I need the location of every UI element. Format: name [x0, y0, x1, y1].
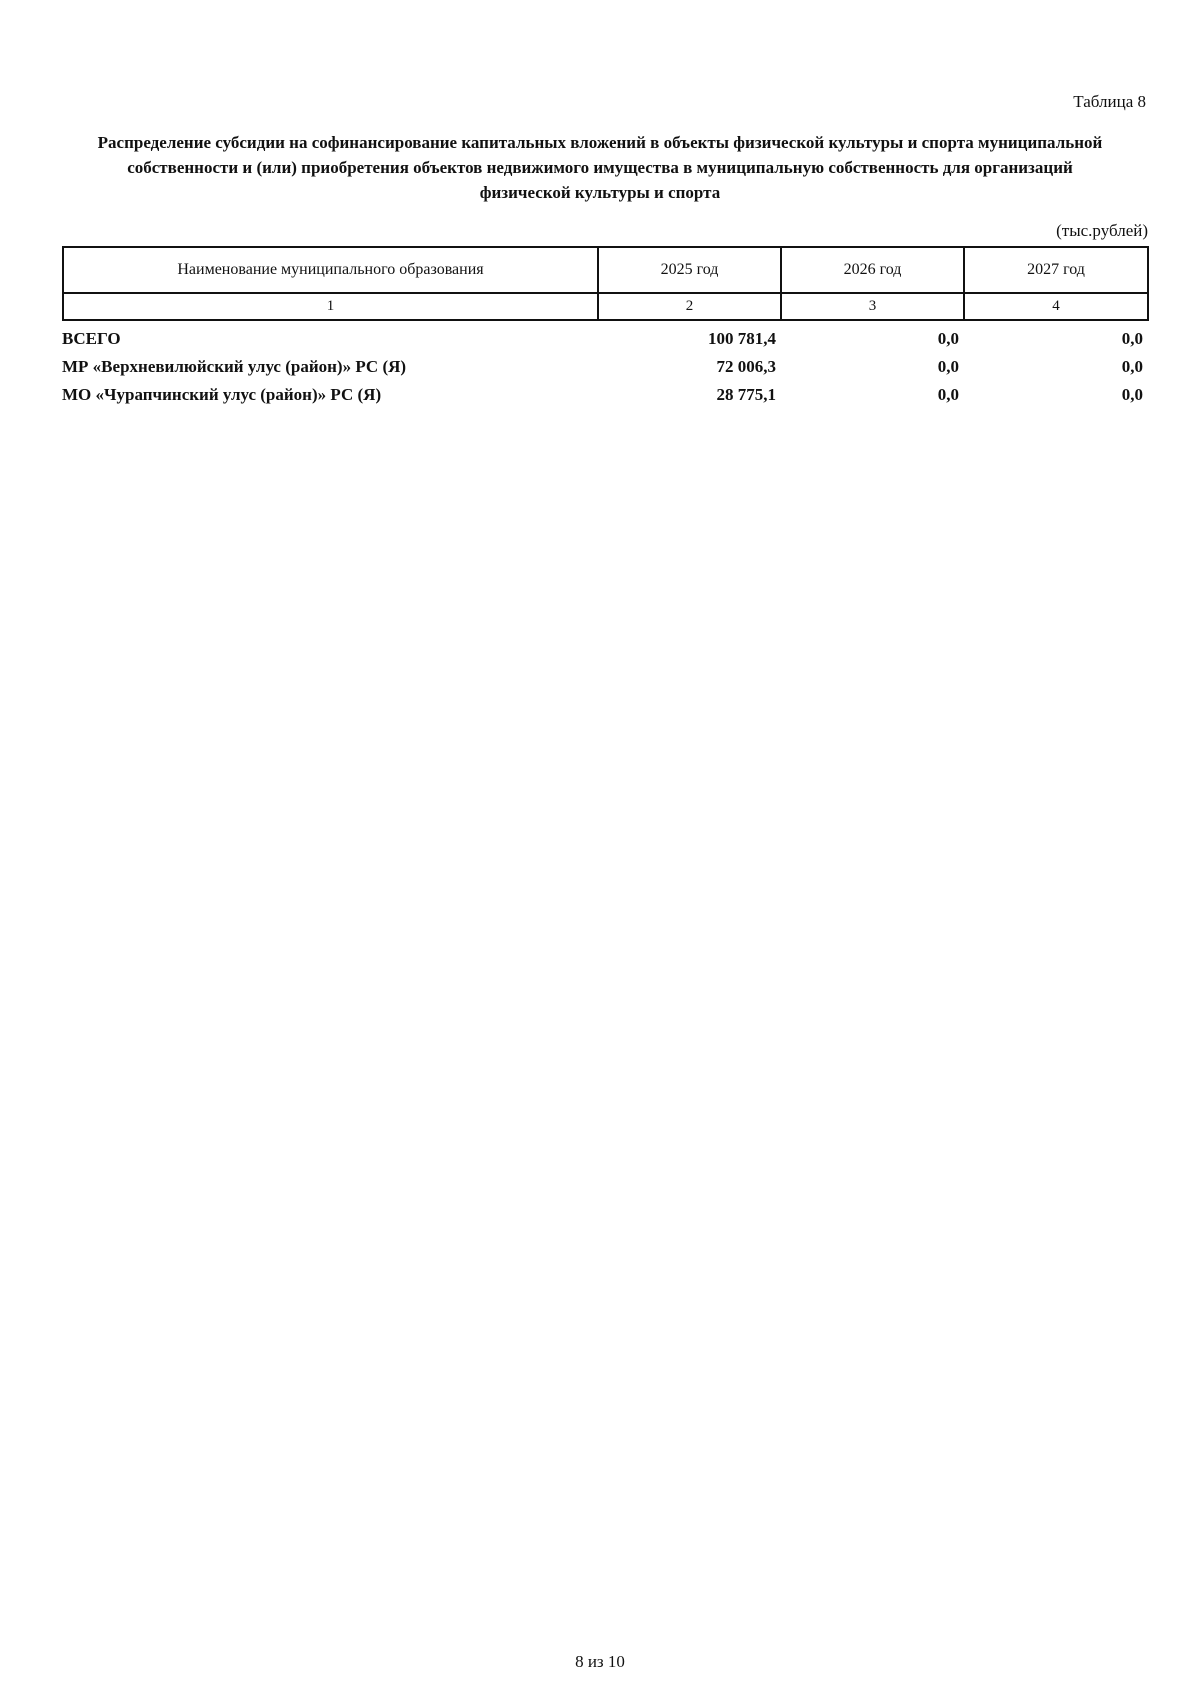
row-value-2026: 0,0: [937, 357, 959, 376]
column-number-row: [63, 293, 1148, 320]
header-row: [63, 247, 1148, 293]
col-header-name: Наименование муниципального образования: [63, 247, 598, 293]
row-value-2026: 0,0: [937, 385, 959, 404]
row-value-2027: 0,0: [1121, 385, 1143, 404]
col-number-3: 3: [781, 293, 964, 320]
col-header-2026: 2026 год: [781, 247, 964, 293]
row-value-2026: 0,0: [937, 329, 959, 348]
col-header-2027: 2027 год: [964, 247, 1148, 293]
table-row: [62, 353, 1147, 381]
row-value-2027: 0,0: [1121, 329, 1143, 348]
document-title: Распределение субсидии на софинансирование капитальных вложений в объекты физической культуры и спорта муниципальной собственности и (или) приобретения объектов недвижимого имущества в муниципальную собственность для организаций физической культуры и спорта: [97, 133, 1103, 202]
col-header-2025: 2025 год: [598, 247, 781, 293]
table-number: Таблица 8: [1073, 92, 1146, 111]
table-row: [62, 381, 1147, 409]
col-number-1: 1: [63, 293, 598, 320]
row-value-2027: 0,0: [1121, 357, 1143, 376]
row-name: МО «Чурапчинский улус (район)» РС (Я): [62, 385, 382, 404]
row-value-2025: 28 775,1: [716, 385, 776, 404]
col-number-4: 4: [964, 293, 1148, 320]
table-header: [62, 246, 1149, 321]
units-label: (тыс.рублей): [1056, 221, 1148, 240]
table-row: [62, 325, 1147, 353]
row-value-2025: 72 006,3: [716, 357, 776, 376]
row-name: ВСЕГО: [62, 329, 121, 348]
table-body: [62, 325, 1147, 409]
row-name: МР «Верхневилюйский улус (район)» РС (Я): [62, 357, 407, 376]
col-number-2: 2: [598, 293, 781, 320]
page-number: 8 из 10: [575, 1652, 625, 1671]
row-value-2025: 100 781,4: [708, 329, 776, 348]
